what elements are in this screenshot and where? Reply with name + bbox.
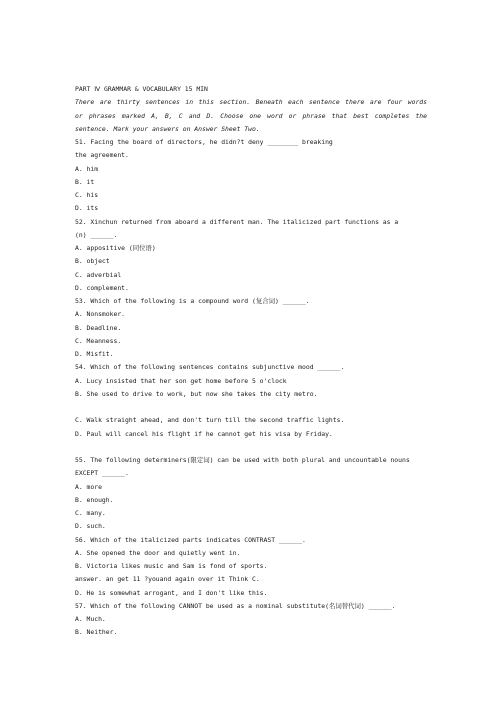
- q51-stem-1: 51. Facing the board of directors, he didn?t deny ________ breaking: [75, 138, 333, 146]
- q56-option-a: A. She opened the door and quietly went in.: [75, 548, 241, 557]
- q51-option-d: D. its: [75, 204, 99, 213]
- q54-option-d: D. Paul will cancel his flight if he cannot get his visa by Friday.: [75, 429, 333, 438]
- q53-option-d: D. Misfit.: [75, 350, 114, 358]
- q51-stem-2: the agreement.: [75, 151, 129, 160]
- q53-option-c: C. Meanness.: [75, 336, 122, 345]
- q52-stem-1: 52. Xinchun returned from aboard a different man. The italicized part functions as a: [75, 217, 399, 226]
- q55-option-d: D. such.: [75, 522, 106, 531]
- instructions-line-2: or phrases marked A, B, C and D. Choose one word or phrase that best completes the: [75, 111, 427, 120]
- q55-stem-1: 55. The following determiners(限定词) can be used with both plural and uncountable nouns: [75, 456, 410, 464]
- q52-option-a: A. appositive (同位语): [75, 244, 156, 252]
- q54-option-a: A. Lucy insisted that her son get home before 5 o'clock: [75, 376, 287, 385]
- q55-option-b: B. enough.: [75, 495, 114, 504]
- q57-option-a: A. Much.: [75, 615, 106, 623]
- q57-option-b: B. Neither.: [75, 628, 118, 637]
- q52-option-c: C. adverbial: [75, 270, 122, 279]
- q55-stem-2: EXCEPT ______.: [75, 469, 129, 478]
- q57-stem: 57. Which of the following CANNOT be used as a nominal substitute(名词替代词) ______.: [75, 601, 396, 610]
- q54-option-b: B. She used to drive to work, but now she takes the city metro.: [75, 389, 318, 398]
- q52-stem-2: (n) ______.: [75, 230, 118, 239]
- spacer: [75, 401, 427, 414]
- q54-stem: 54. Which of the following sentences contains subjunctive mood ______.: [75, 363, 345, 372]
- q51-option-b: B. it: [75, 177, 95, 186]
- instructions-line-1: There are thirty sentences in this section. Beneath each sentence there are four words: [75, 98, 427, 107]
- q52-option-b: B. object: [75, 257, 110, 266]
- q52-option-d: D. complement.: [75, 283, 129, 292]
- q54-option-c: C. Walk straight ahead, and don't turn till the second traffic lights.: [75, 416, 345, 425]
- q56-option-c: answer. an get 11 ?youand again over it Think C.: [75, 575, 260, 584]
- q55-option-a: A. more: [75, 482, 102, 491]
- section-header: PART Ⅳ GRAMMAR & VOCABULARY 15 MIN: [75, 85, 208, 93]
- q56-option-d: D. He is somewhat arrogant, and I don't like this.: [75, 588, 268, 597]
- document-body: [75, 83, 427, 640]
- q56-option-b: B. Victoria likes music and Sam is fond of sports.: [75, 562, 268, 570]
- q53-stem: 53. Which of the following is a compound word (复合词) ______.: [75, 297, 310, 305]
- instructions-line-3: sentence. Mark your answers on Answer Sheet Two.: [75, 124, 260, 133]
- q53-option-a: A. Nonsmoker.: [75, 310, 126, 319]
- spacer: [75, 441, 427, 454]
- q51-option-c: C. his: [75, 191, 99, 199]
- q55-option-c: C. many.: [75, 509, 106, 517]
- q51-option-a: A. him: [75, 164, 99, 173]
- q53-option-b: B. Deadline.: [75, 323, 122, 332]
- q56-stem: 56. Which of the italicized parts indicates CONTRAST ______.: [75, 535, 306, 544]
